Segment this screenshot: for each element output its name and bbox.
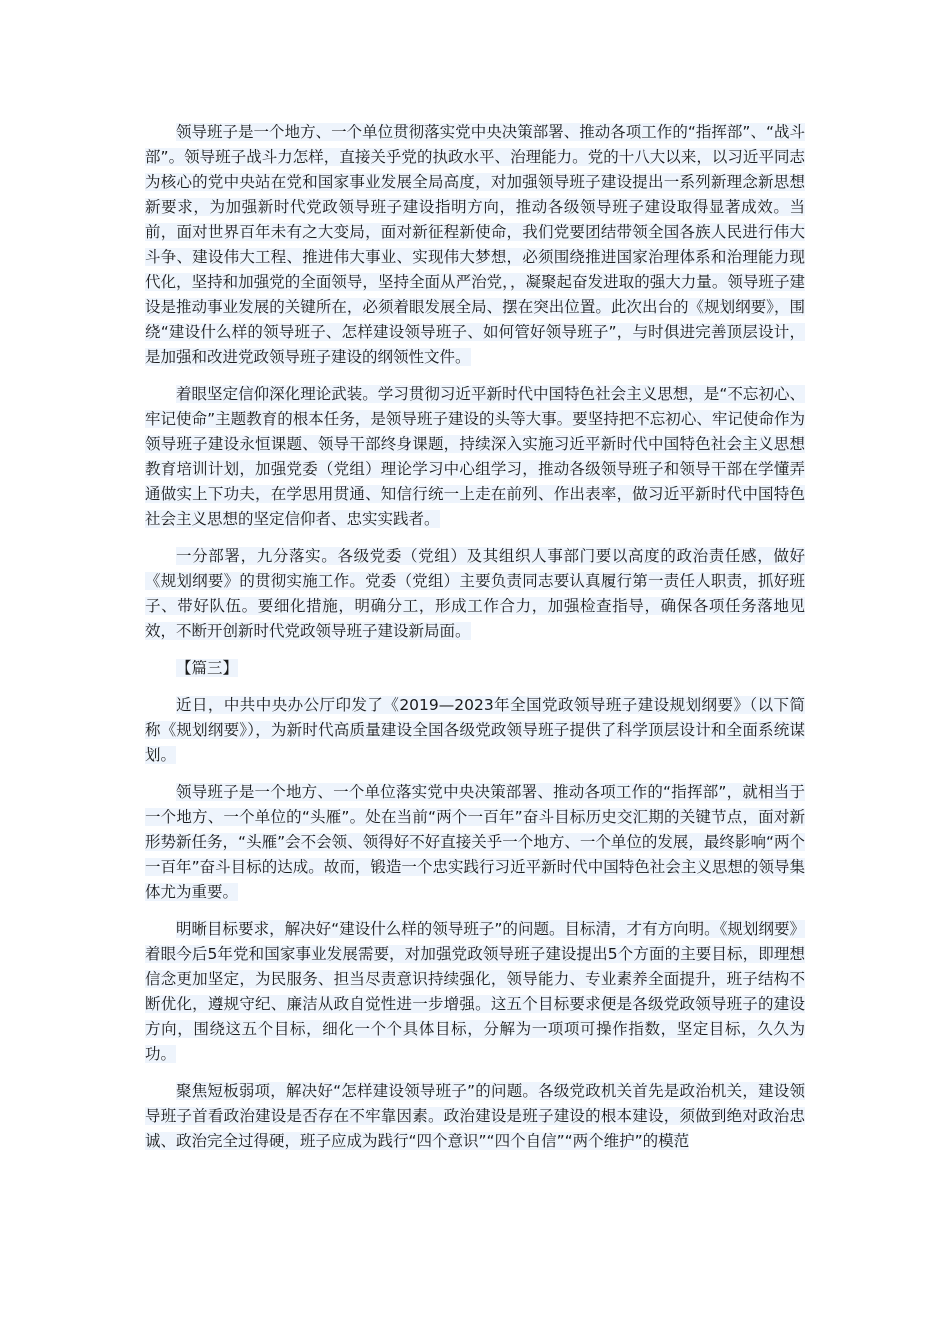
- paragraph-7-text: 聚焦短板弱项，解决好“怎样建设领导班子”的问题。各级党政机关首先是政治机关，建设领导班子首看政治建设是否存在不牢靠因素。政治建设是班子建设的根本建设，须做到绝对政治忠诚、政治完全过得硬，班子应成为践行“四个意识”“四个自信”“两个维护”的模范: [145, 1082, 805, 1150]
- section-heading: [145, 656, 805, 681]
- paragraph-5: [145, 780, 805, 905]
- paragraph-2-text: 着眼坚定信仰深化理论武装。学习贯彻习近平新时代中国特色社会主义思想，是“不忘初心、牢记使命”主题教育的根本任务，是领导班子建设的头等大事。要坚持把不忘初心、牢记使命作为领导班子建设永恒课题、领导干部终身课题，持续深入实施习近平新时代中国特色社会主义思想教育培训计划，加强党委（党组）理论学习中心组学习，推动各级领导班子和领导干部在学懂弄通做实上下功夫，在学思用贯通、知信行统一上走在前列、作出表率，做习近平新时代中国特色社会主义思想的坚定信仰者、忠实实践者。: [145, 385, 805, 528]
- paragraph-3-text: 一分部署，九分落实。各级党委（党组）及其组织人事部门要以高度的政治责任感，做好《规划纲要》的贯彻实施工作。党委（党组）主要负责同志要认真履行第一责任人职责，抓好班子、带好队伍。要细化措施，明确分工，形成工作合力，加强检查指导，确保各项任务落地见效，不断开创新时代党政领导班子建设新局面。: [145, 547, 805, 640]
- paragraph-3: [145, 544, 805, 644]
- paragraph-6: [145, 917, 805, 1067]
- document-page: [145, 120, 805, 1166]
- paragraph-1: [145, 120, 805, 370]
- paragraph-2: [145, 382, 805, 532]
- paragraph-1-text: 领导班子是一个地方、一个单位贯彻落实党中央决策部署、推动各项工作的“指挥部”、“战斗部”。领导班子战斗力怎样，直接关乎党的执政水平、治理能力。党的十八大以来，以习近平同志为核心的党中央站在党和国家事业发展全局高度，对加强领导班子建设提出一系列新理念新思想新要求，为加强新时代党政领导班子建设指明方向，推动各级领导班子建设取得显著成效。当前，面对世界百年未有之大变局，面对新征程新使命，我们党要团结带领全国各族人民进行伟大斗争、建设伟大工程、推进伟大事业、实现伟大梦想，必须围绕推进国家治理体系和治理能力现代化，坚持和加强党的全面领导，坚持全面从严治党，，凝聚起奋发进取的强大力量。领导班子建设是推动事业发展的关键所在，必须着眼发展全局、摆在突出位置。此次出台的《规划纲要》，围绕“建设什么样的领导班子、怎样建设领导班子、如何管好领导班子”，与时俱进完善顶层设计，是加强和改进党政领导班子建设的纲领性文件。: [145, 123, 805, 366]
- paragraph-4-text: 近日，中共中央办公厅印发了《2019—2023年全国党政领导班子建设规划纲要》（以下简称《规划纲要》），为新时代高质量建设全国各级党政领导班子提供了科学顶层设计和全面系统谋划。: [145, 696, 805, 764]
- paragraph-4: [145, 693, 805, 768]
- paragraph-6-text: 明晰目标要求，解决好“建设什么样的领导班子”的问题。目标清，才有方向明。《规划纲要》着眼今后5年党和国家事业发展需要，对加强党政领导班子建设提出5个方面的主要目标，即理想信念更加坚定，为民服务、担当尽责意识持续强化，领导能力、专业素养全面提升，班子结构不断优化，遵规守纪、廉洁从政自觉性进一步增强。这五个目标要求便是各级党政领导班子的建设方向，围绕这五个目标，细化一个个具体目标，分解为一项项可操作指数，坚定目标，久久为功。: [145, 920, 805, 1063]
- paragraph-7: [145, 1079, 805, 1154]
- section-heading-text: 【篇三】: [176, 659, 239, 677]
- paragraph-5-text: 领导班子是一个地方、一个单位落实党中央决策部署、推动各项工作的“指挥部”，就相当于一个地方、一个单位的“头雁”。处在当前“两个一百年”奋斗目标历史交汇期的关键节点，面对新形势新任务，“头雁”会不会领、领得好不好直接关乎一个地方、一个单位的发展，最终影响“两个一百年”奋斗目标的达成。故而，锻造一个忠实践行习近平新时代中国特色社会主义思想的领导集体尤为重要。: [145, 783, 805, 901]
